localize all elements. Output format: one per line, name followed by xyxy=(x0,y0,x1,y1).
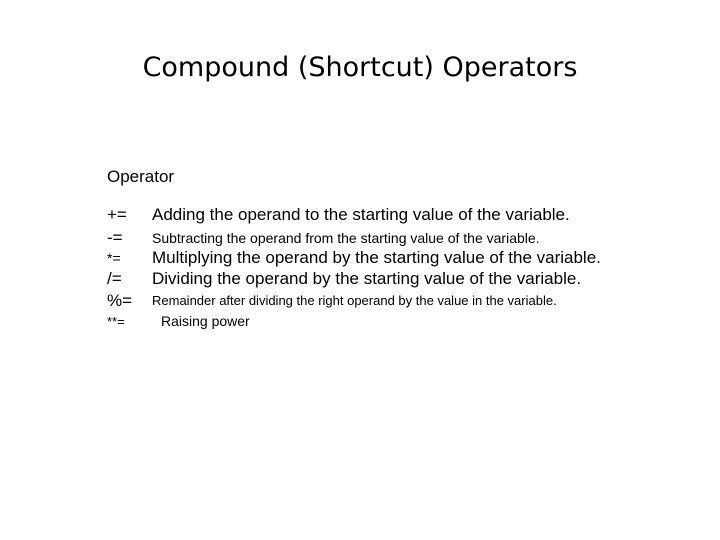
operator-column-header: Operator xyxy=(107,167,175,186)
operator-modulo-equals: %= xyxy=(107,291,133,310)
operator-minus-equals: -= xyxy=(107,228,123,247)
operator-divide-equals: /= xyxy=(107,269,122,288)
description-minus-equals: Subtracting the operand from the starting value of the variable. xyxy=(152,230,540,246)
description-divide-equals: Dividing the operand by the starting value of the variable. xyxy=(152,269,582,288)
description-modulo-equals: Remainder after dividing the right operand by the value in the variable. xyxy=(152,293,557,308)
operator-plus-equals: += xyxy=(107,205,127,224)
description-times-equals: Multiplying the operand by the starting value of the variable. xyxy=(152,248,601,267)
slide-title: Compound (Shortcut) Operators xyxy=(142,52,578,83)
operator-times-equals: *= xyxy=(107,250,121,266)
description-plus-equals: Adding the operand to the starting value of the variable. xyxy=(152,205,570,224)
description-power-equals: Raising power xyxy=(161,313,250,329)
operator-power-equals: **= xyxy=(107,314,125,329)
